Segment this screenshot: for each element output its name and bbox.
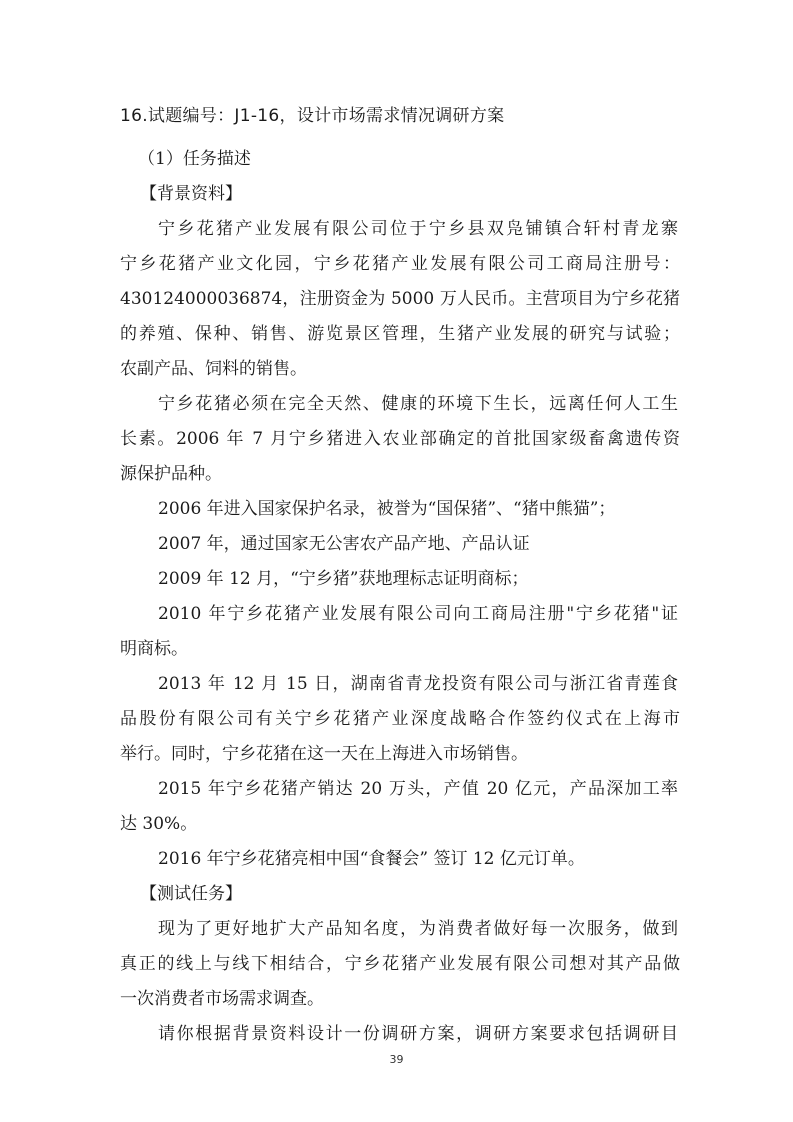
test-heading: 【测试任务】	[140, 884, 242, 904]
background-heading: 【背景资料】	[140, 184, 242, 204]
paragraph-line: 的养殖、保种、销售、游览景区管理，生猪产业发展的研究与试验；	[120, 324, 680, 344]
paragraph-line: 2006 年进入国家保护名录，被誉为“国保猪”、“猪中熊猫”；	[158, 499, 616, 519]
paragraph-line: 长素。2006 年 7 月宁乡猪进入农业部确定的首批国家级畜禽遗传资	[120, 429, 680, 449]
page-number: 39	[389, 1053, 404, 1066]
paragraph-line: 宁乡花猪产业文化园，宁乡花猪产业发展有限公司工商局注册号：	[120, 254, 680, 274]
paragraph-line: 源保护品种。	[120, 464, 222, 484]
paragraph-line: 2007 年，通过国家无公害农产品产地、产品认证	[158, 534, 530, 554]
paragraph-line: 2013 年 12 月 15 日，湖南省青龙投资有限公司与浙江省青莲食	[158, 674, 678, 694]
paragraph-line: 2009 年 12 月，“宁乡猪”获地理标志证明商标；	[158, 569, 529, 589]
paragraph-line: 请你根据背景资料设计一份调研方案，调研方案要求包括调研目	[158, 1024, 678, 1044]
paragraph-line: 举行。同时，宁乡花猪在这一天在上海进入市场销售。	[120, 744, 528, 764]
paragraph-line: 宁乡花猪必须在完全天然、健康的环境下生长，远离任何人工生	[158, 394, 678, 414]
paragraph-line: 一次消费者市场需求调查。	[120, 989, 324, 1009]
paragraph-line: 430124000036874，注册资金为 5000 万人民币。主营项目为宁乡花猪	[120, 289, 680, 309]
paragraph-line: 现为了更好地扩大产品知名度，为消费者做好每一次服务，做到	[158, 919, 678, 939]
paragraph-line: 2015 年宁乡花猪产销达 20 万头，产值 20 亿元，产品深加工率	[158, 779, 678, 799]
document-title: 16.试题编号：J1-16，设计市场需求情况调研方案	[120, 106, 505, 126]
paragraph-line: 农副产品、饲料的销售。	[120, 359, 307, 379]
task-heading: （1）任务描述	[138, 149, 251, 169]
paragraph-line: 真正的线上与线下相结合，宁乡花猪产业发展有限公司想对其产品做	[120, 954, 680, 974]
paragraph-line: 2010 年宁乡花猪产业发展有限公司向工商局注册"宁乡花猪"证	[158, 604, 678, 624]
paragraph-line: 宁乡花猪产业发展有限公司位于宁乡县双凫铺镇合轩村青龙寨	[158, 219, 678, 239]
paragraph-line: 明商标。	[120, 639, 188, 659]
paragraph-line: 达 30%。	[120, 814, 198, 834]
paragraph-line: 2016 年宁乡花猪亮相中国“食餐会” 签订 12 亿元订单。	[158, 849, 585, 869]
paragraph-line: 品股份有限公司有关宁乡花猪产业深度战略合作签约仪式在上海市	[120, 709, 680, 729]
